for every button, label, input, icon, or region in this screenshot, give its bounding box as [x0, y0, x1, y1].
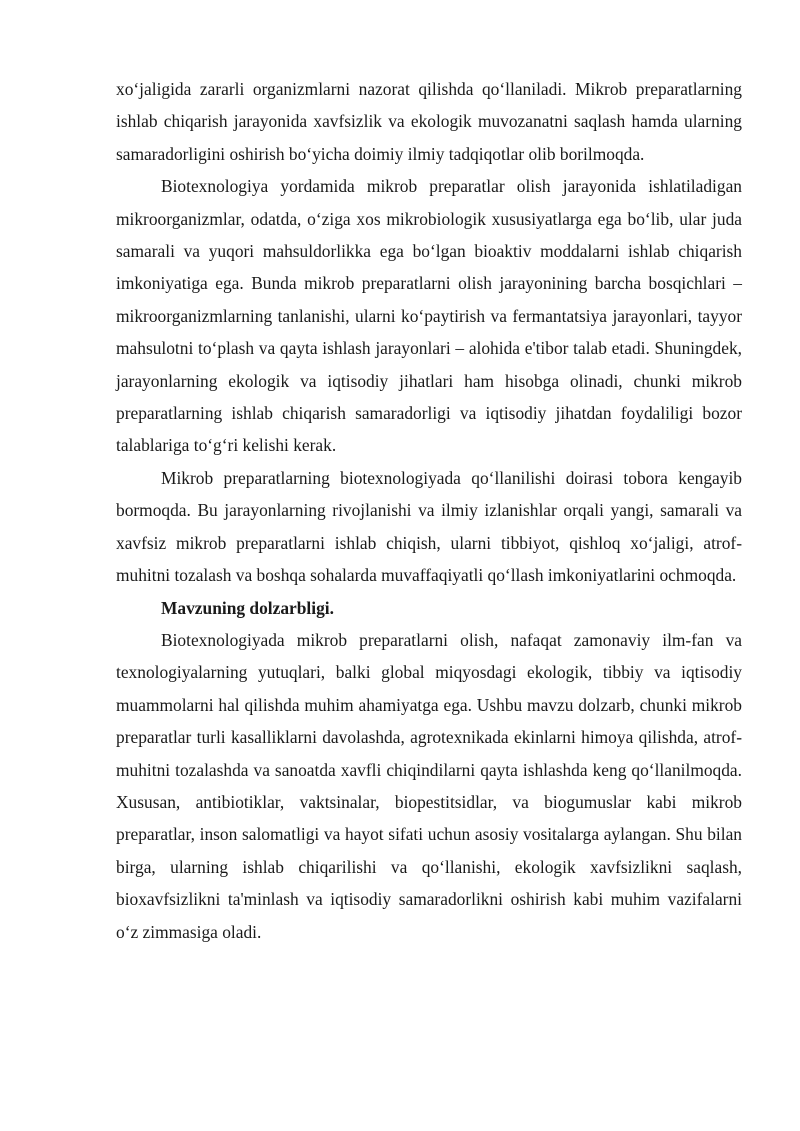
paragraph-continuation: xo‘jaligida zararli organizmlarni nazorat qilishda qo‘llaniladi. Mikrob preparatlarning ishlab chiqarish jarayonida xavfsizlik va ekologik muvozanatni saqlash hamda ularning samaradorligini oshirish bo‘yicha doimiy ilmiy tadqiqotlar olib borilmoqda.: [116, 79, 742, 164]
paragraph-application-scope: Mikrob preparatlarning biotexnologiyada qo‘llanilishi doirasi tobora kengayib bormoqda. Bu jarayonlarning rivojlanishi va ilmiy izlanishlar orqali yangi, samarali va xavfsiz mikrob preparatlarni ishlab chiqish, ularni tibbiyot, qishloq xo‘jaligi, atrof-muhitni tozalash va boshqa sohalarda muvaffaqiyatli qo‘llash imkoniyatlarini ochmoqda.: [116, 467, 742, 586]
paragraph-biotechnology-microorganisms: Biotexnologiya yordamida mikrob preparatlar olish jarayonida ishlatiladigan mikroorganizmlar, odatda, o‘ziga xos mikrobiologik xususiyatlarga ega bo‘lib, ular juda samarali va yuqori mahsuldorlikka ega bo‘lgan bioaktiv moddalarni ishlab chiqarish imkoniyatiga ega. Bunda mikrob preparatlarni olish jarayonining barcha bosqichlari – mikroorganizmlarning tanlanishi, ularni ko‘paytirish va fermantatsiya jarayonlari, tayyor mahsulotni to‘plash va qayta ishlash jarayonlari – alohida e'tibor talab etadi. Shuningdek, jarayonlarning ekologik va iqtisodiy jihatlari ham hisobga olinadi, chunki mikrob preparatlarning ishlab chiqarish samaradorligi va iqtisodiy jihatdan foydaliligi bozor talablariga to‘g‘ri kelishi kerak.: [116, 176, 742, 456]
document-body: [116, 73, 742, 948]
paragraph-relevance: Biotexnologiyada mikrob preparatlarni olish, nafaqat zamonaviy ilm-fan va texnologiyalarning yutuqlari, balki global miqyosdagi ekologik, tibbiy va iqtisodiy muammolarni hal qilishda muhim ahamiyatga ega. Ushbu mavzu dolzarb, chunki mikrob preparatlar turli kasalliklarni davolashda, agrotexnikada ekinlarni himoya qilishda, atrof-muhitni tozalashda va sanoatda xavfli chiqindilarni qayta ishlashda keng qo‘llanilmoqda. Xususan, antibiotiklar, vaktsinalar, biopestitsidlar, va biogumuslar kabi mikrob preparatlar, inson salomatligi va hayot sifati uchun asosiy vositalarga aylangan. Shu bilan birga, ularning ishlab chiqarilishi va qo‘llanishi, ekologik xavfsizlikni saqlash, bioxavfsizlikni ta'minlash va iqtisodiy samaradorlikni oshirish kabi muhim vazifalarni o‘z zimmasiga oladi.: [116, 629, 742, 942]
section-heading-relevance: Mavzuning dolzarbligi.: [161, 597, 334, 618]
